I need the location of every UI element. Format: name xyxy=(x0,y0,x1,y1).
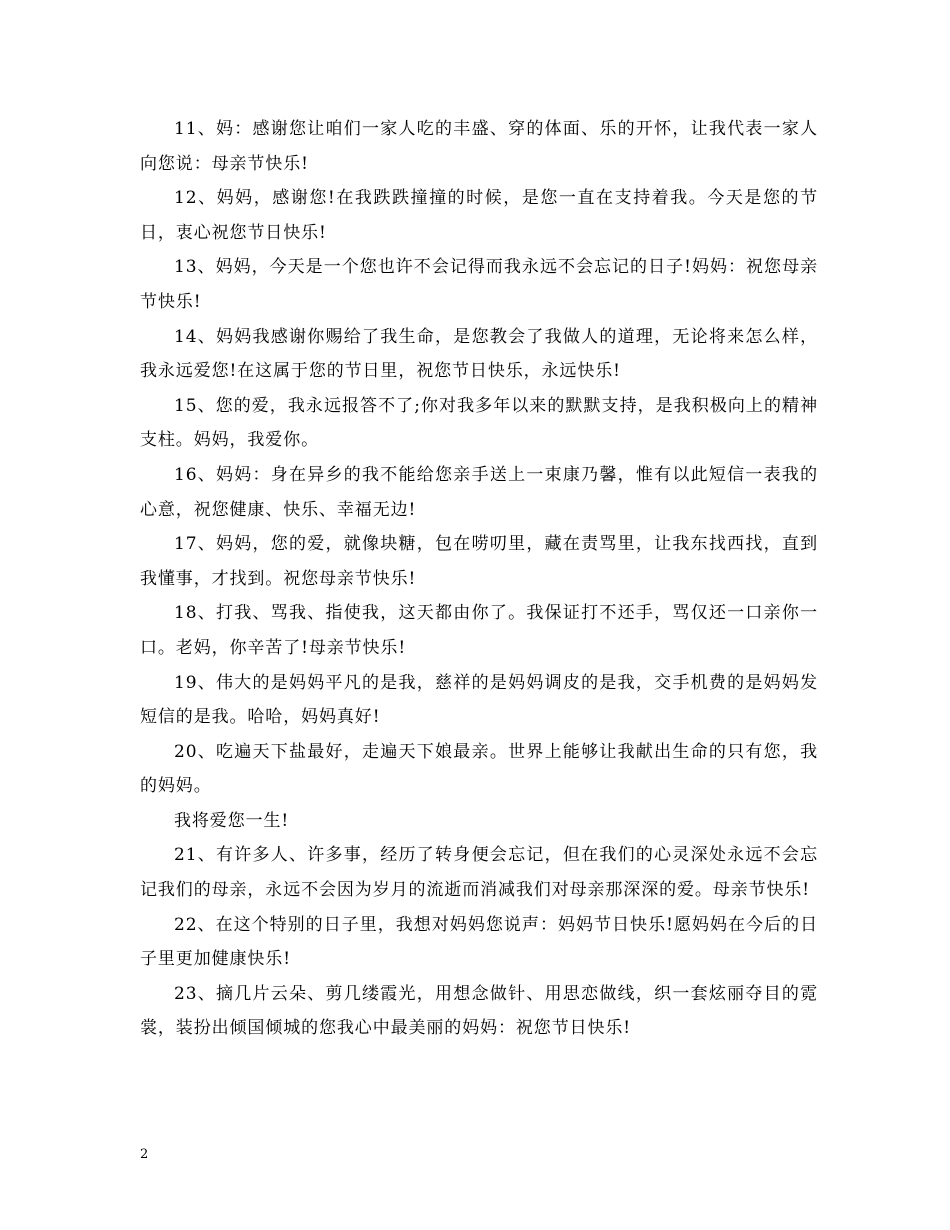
paragraph-17: 17、妈妈，您的爱，就像块糖，包在唠叨里，藏在责骂里，让我东找西找，直到我懂事，才找到。祝您母亲节快乐! xyxy=(140,534,818,589)
paragraph-20: 20、吃遍天下盐最好，走遍天下娘最亲。世界上能够让我献出生命的只有您，我的妈妈。 xyxy=(140,741,818,797)
paragraph-20-continued: 我将爱您一生! xyxy=(174,810,290,831)
page-number: 2 xyxy=(140,1147,149,1162)
paragraph-22: 22、在这个特别的日子里，我想对妈妈您说声：妈妈节日快乐!愿妈妈在今后的日子里更加健康快乐! xyxy=(140,914,818,970)
paragraph-13: 13、妈妈，今天是一个您也许不会记得而我永远不会忘记的日子!妈妈：祝您母亲节快乐! xyxy=(140,257,818,312)
paragraph-18: 18、打我、骂我、指使我，这天都由你了。我保证打不还手，骂仅还一口亲你一口。老妈，你辛苦了!母亲节快乐! xyxy=(140,603,818,658)
paragraph-15: 15、您的爱，我永远报答不了;你对我多年以来的默默支持，是我积极向上的精神支柱。妈妈，我爱你。 xyxy=(140,395,818,451)
document-body xyxy=(140,112,818,1046)
paragraph-16: 16、妈妈：身在异乡的我不能给您亲手送上一束康乃馨，惟有以此短信一表我的心意，祝您健康、快乐、幸福无边! xyxy=(140,464,818,520)
paragraph-12: 12、妈妈，感谢您!在我跌跌撞撞的时候，是您一直在支持着我。今天是您的节日，衷心祝您节日快乐! xyxy=(140,188,818,243)
paragraph-21: 21、有许多人、许多事，经历了转身便会忘记，但在我们的心灵深处永远不会忘记我们的母亲，永远不会因为岁月的流逝而消减我们对母亲那深深的爱。母亲节快乐! xyxy=(140,845,818,901)
paragraph-11: 11、妈：感谢您让咱们一家人吃的丰盛、穿的体面、乐的开怀，让我代表一家人向您说：母亲节快乐! xyxy=(140,119,818,174)
paragraph-14: 14、妈妈我感谢你赐给了我生命，是您教会了我做人的道理，无论将来怎么样，我永远爱您!在这属于您的节日里，祝您节日快乐，永远快乐! xyxy=(140,326,818,382)
paragraph-23: 23、摘几片云朵、剪几缕霞光，用想念做针、用思恋做线，织一套炫丽夺目的霓裳，装扮出倾国倾城的您我心中最美丽的妈妈：祝您节日快乐! xyxy=(140,983,818,1039)
paragraph-19: 19、伟大的是妈妈平凡的是我，慈祥的是妈妈调皮的是我，交手机费的是妈妈发短信的是我。哈哈，妈妈真好! xyxy=(140,672,818,728)
